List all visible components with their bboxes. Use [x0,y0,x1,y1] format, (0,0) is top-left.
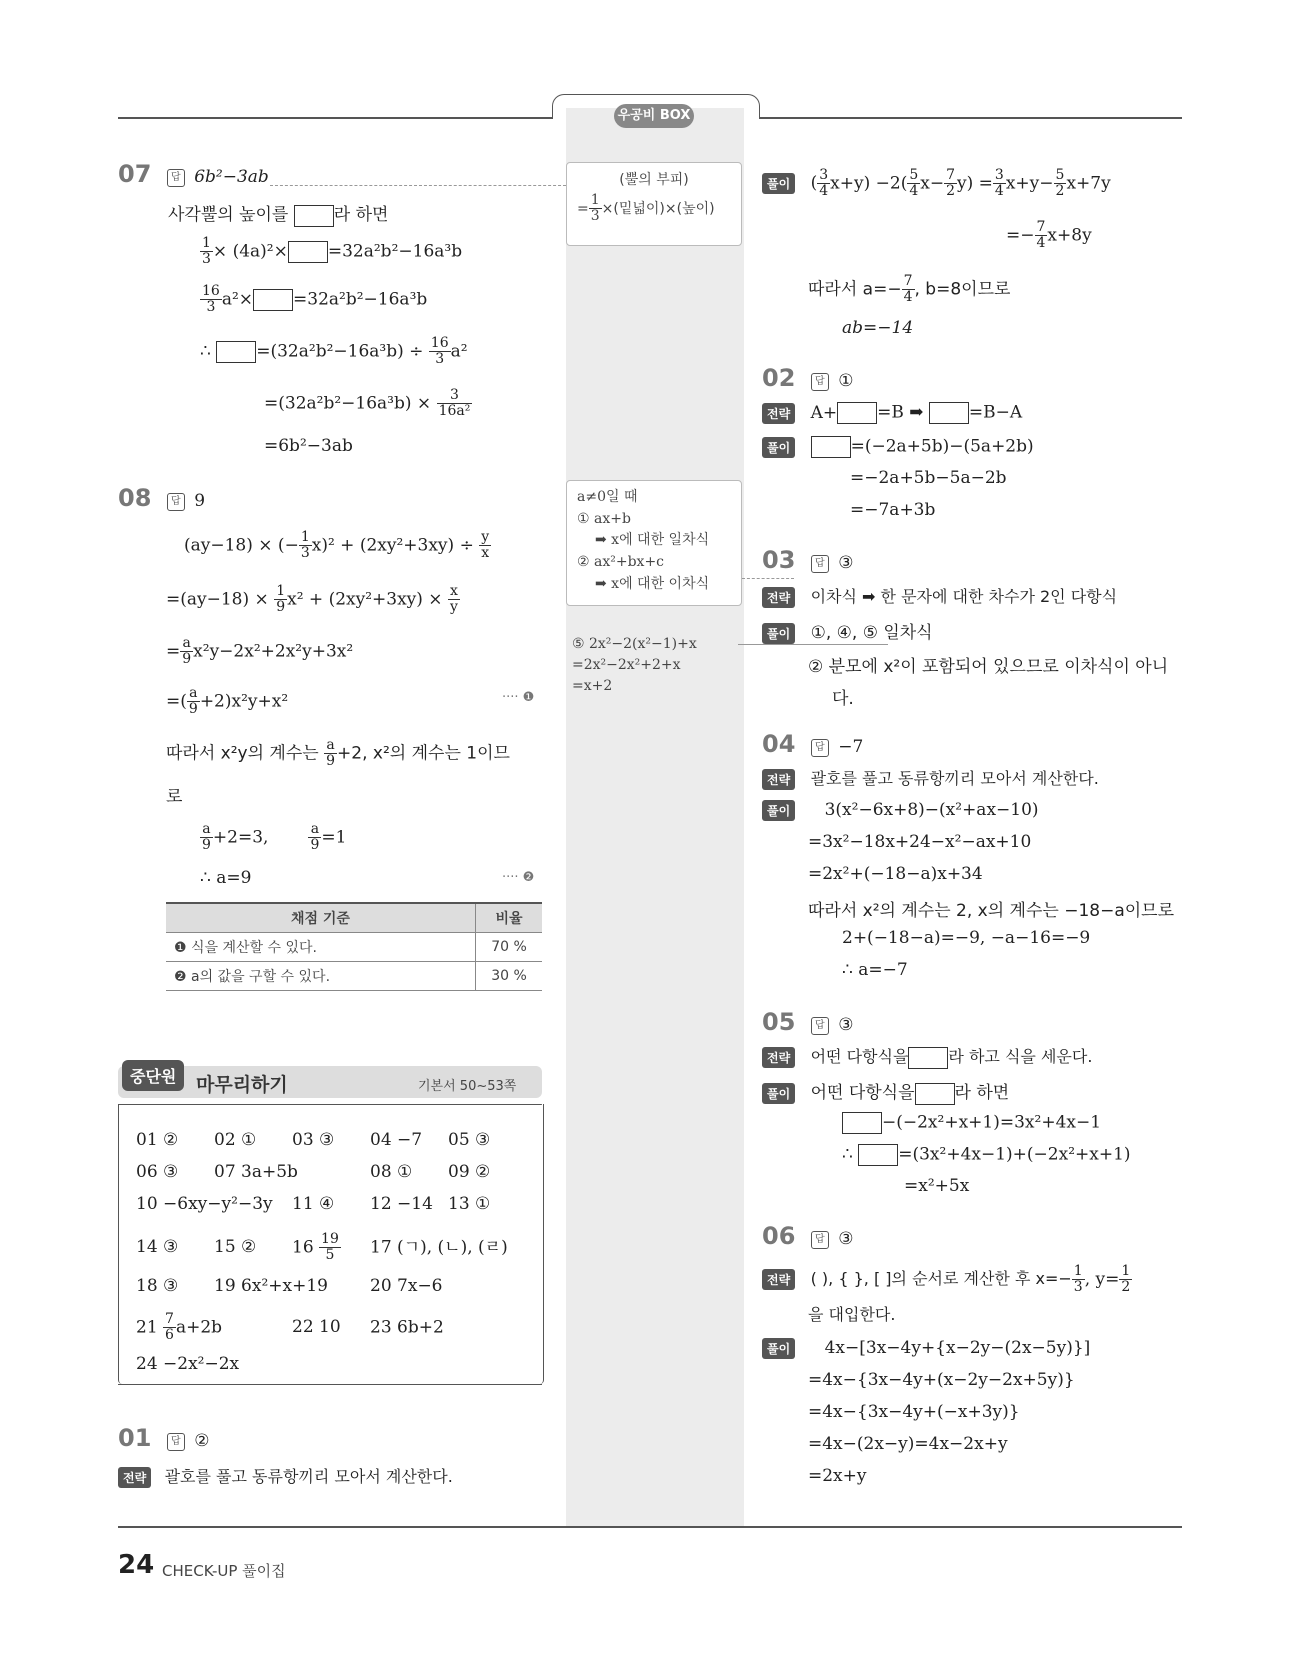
solution-badge: 풀이 [762,437,795,458]
question-number: 04 [762,730,796,758]
question-number: 03 [762,546,796,574]
answer-value: ① [838,371,854,391]
q08-line1: (ay−18) × (− $\frac{1}{3}$ x)² + (2xy²+3xy) ÷ $\frac{y}{x}$ [184,529,490,562]
question-number: 07 [118,160,152,188]
question-number: 01 [118,1424,152,1452]
blank-box [837,402,877,424]
step-mark-2: ···· ❷ [502,870,535,885]
sidebar-note-q03: ⑤ 2x²−2(x²−1)+x =2x²−2x²+2+x =x+2 [572,636,697,694]
strategy-badge: 전략 [762,1269,795,1290]
grading-row-1-ratio: 70 % [476,933,543,962]
grading-row-1-criteria: ❶ 식을 계산할 수 있다. [166,933,476,962]
q02-solution-line3: =−7a+3b [850,500,936,520]
q03-strategy: 전략 이차식 ➡ 한 문자에 대한 차수가 2인 다항식 [762,584,1117,608]
midterm-box-bottom [118,1384,542,1385]
q06-solution-line2: =4x−{3x−4y+(x−2y−2x+5y)} [808,1370,1075,1390]
q05-solution-line2: −(−2x²+x+1)=3x²+4x−1 [842,1112,1101,1134]
blank-box [288,241,328,263]
q07-line2: $\frac{1}{3}$ × (4a)²× =32a²b²−16a³b [202,235,463,268]
q05-solution-line3: ∴ =(3x²+4x−1)+(−2x²+x+1) [842,1144,1131,1165]
q02-solution-line1: 풀이 =(−2a+5b)−(5a+2b) [762,436,1034,458]
q08-line6: 로 [166,787,183,807]
dashed-connector [270,185,566,186]
sol01-line4: ab=−14 [842,318,914,338]
answer-value: ③ [838,1015,854,1035]
blank-box [811,436,851,458]
midterm-row-6: 21 $\frac{7}{6}$ a+2b 22 10 23 6b+2 [136,1311,444,1344]
header-rule-left [118,117,554,119]
strategy-badge: 전략 [118,1467,151,1488]
strategy-badge: 전략 [762,587,795,608]
sol01-line2: =− $\frac{7}{4}$ x+8y [1006,219,1092,252]
solution-badge: 풀이 [762,173,795,194]
q04-solution-line3: =2x²+(−18−a)x+34 [808,864,983,884]
midterm-box-top [118,1104,542,1105]
solid-connector [738,644,888,645]
midterm-row-4: 14 ③ 15 ② 16 $\frac{19}{5}$ 17 (ㄱ), (ㄴ), (ㄹ) [136,1231,508,1264]
q07-line6: =6b²−3ab [264,436,353,456]
answer-value: 6b²−3ab [194,167,269,187]
answer-value: ③ [838,553,854,573]
question-number: 06 [762,1222,796,1250]
answer-value: −7 [838,737,864,757]
q08-line2: =(ay−18) × $\frac{1}{9}$ x² + (2xy²+3xy) × $\frac{x}{y}$ [166,583,458,616]
q06-solution-line3: =4x−{3x−4y+(−x+3y)} [808,1402,1020,1422]
header-box-label: 우공비 BOX [614,104,694,128]
q08-line4: =( $\frac{a}{9}$ +2)x²y+x² [166,685,289,718]
footer-rule [118,1526,1182,1528]
midterm-row-3: 10 −6xy−y²−3y 11 ④ 12 −14 13 ① [136,1194,491,1214]
q04-solution-line1: 풀이 3(x²−6x+8)−(x²+ax−10) [762,800,1039,821]
blank-box [253,289,293,311]
q02-strategy: 전략 A+ =B ➡ =B−A [762,402,1022,424]
header-rule-right [756,117,1182,119]
q06-strategy: 전략 ( ), { }, [ ]의 순서로 계산한 후 x=− $\frac{1}{3}$ , y= $\frac{1}{2}$ [762,1264,1132,1296]
blank-box [858,1144,898,1166]
q04-solution-line5: 2+(−18−a)=−9, −a−16=−9 [842,928,1091,948]
q03-header [762,546,853,574]
q03-solution-line2: ② 분모에 x²이 포함되어 있으므로 이차식이 아니 [808,657,1169,677]
q06-solution-line5: =2x+y [808,1466,867,1486]
midterm-row-5: 18 ③ 19 6x²+x+19 20 7x−6 [136,1276,443,1296]
q05-solution-line4: =x²+5x [904,1176,970,1196]
blank-box [929,402,969,424]
strategy-badge: 전략 [762,769,795,790]
blank-box [908,1047,948,1069]
q08-line8: ∴ a=9 [200,868,252,888]
question-number: 08 [118,484,152,512]
sidebar-column [566,108,744,1526]
solution-badge: 풀이 [762,800,795,821]
solution-badge: 풀이 [762,1083,795,1104]
answer-icon: 답 [811,555,829,573]
q06-solution-line4: =4x−(2x−y)=4x−2x+y [808,1434,1008,1454]
q07-line3: $\frac{16}{3}$ a²× =32a²b²−16a³b [202,283,428,316]
q07-line4: ∴ =(32a²b²−16a³b) ÷ $\frac{16}{3}$ a² [200,335,468,368]
grading-header-criteria: 채점 기준 [166,903,476,933]
blank-box [842,1112,882,1134]
q03-solution-line1: 풀이 ①, ④, ⑤ 일차식 [762,618,933,644]
q08-line5: 따라서 x²y의 계수는 $\frac{a}{9}$ +2, x²의 계수는 1이므 [166,737,510,770]
page-number: 24 [118,1550,155,1580]
q04-solution-line2: =3x²−18x+24−x²−ax+10 [808,832,1032,852]
midterm-title: 마무리하기 [196,1074,288,1096]
sol01-line3: 따라서 a=− $\frac{7}{4}$ , b=8이므로 [808,273,1011,306]
grading-header-ratio: 비율 [476,903,543,933]
q08-line3: = $\frac{a}{9}$ x²y−2x²+2x²y+3x² [166,635,354,668]
q03-solution-line3: 다. [832,689,854,709]
sidebar-note-volume: (뿔의 부피) = $\frac{1}{3}$ ×(밑넓이)×(높이) [566,162,742,246]
answer-icon: 답 [811,1231,829,1249]
grading-row-2-criteria: ❷ a의 값을 구할 수 있다. [166,962,476,991]
q04-header [762,730,863,758]
strategy-badge: 전략 [762,403,795,424]
sol01-line1: 풀이 ( $\frac{3}{4}$ x+y) −2( $\frac{5}{4}$ x− $\frac{7}{2}$ y) = $\frac{3}{4}$ x+y− $\frac{5}{2}$ x+7y [762,168,1111,200]
solution-badge: 풀이 [762,1338,795,1359]
strategy-badge: 전략 [762,1047,795,1068]
answer-value: ② [194,1431,210,1451]
q01-strategy: 전략 괄호를 풀고 동류항끼리 모아서 계산한다. [118,1464,453,1488]
blank-box [294,205,334,227]
q07-header [118,160,269,188]
midterm-ref: 기본서 50~53쪽 [418,1079,517,1094]
answer-icon: 답 [167,1433,185,1451]
q04-solution-line6: ∴ a=−7 [842,960,908,980]
blank-box [216,341,256,363]
midterm-row-1: 01 ② 02 ① 03 ③ 04 −7 05 ③ [136,1130,491,1150]
answer-icon: 답 [167,169,185,187]
blank-box [915,1083,955,1105]
grading-row-2-ratio: 30 % [476,962,543,991]
q02-header [762,364,853,392]
grading-table [166,902,542,991]
answer-icon: 답 [811,373,829,391]
q05-header [762,1008,853,1036]
dashed-connector [742,578,794,579]
midterm-tag: 중단원 [122,1060,184,1091]
sidebar-note-polynomial: a≠0일 때 ① ax+b ➡ x에 대한 일차식 ② ax²+bx+c ➡ x에 대한 이차식 [566,480,742,606]
book-title: CHECK-UP 풀이집 [162,1562,286,1580]
midterm-row-7: 24 −2x²−2x [136,1354,240,1374]
q06-header [762,1222,853,1250]
q08-line7: $\frac{a}{9}$ +2=3, $\frac{a}{9}$ =1 [202,821,347,854]
q05-solution-line1: 풀이 어떤 다항식을 라 하면 [762,1078,1009,1105]
q06-strategy-line2: 을 대입한다. [808,1305,896,1324]
question-number: 02 [762,364,796,392]
q04-solution-line4: 따라서 x²의 계수는 2, x의 계수는 −18−a이므로 [808,901,1175,921]
midterm-row-2: 06 ③ 07 3a+5b 08 ① 09 ② [136,1162,491,1182]
q02-solution-line2: =−2a+5b−5a−2b [850,468,1007,488]
answer-icon: 답 [811,1017,829,1035]
q05-strategy: 전략 어떤 다항식을 라 하고 식을 세운다. [762,1044,1092,1069]
solution-badge: 풀이 [762,623,795,644]
q04-strategy: 전략 괄호를 풀고 동류항끼리 모아서 계산한다. [762,766,1099,790]
answer-icon: 답 [811,739,829,757]
q08-header [118,484,205,512]
q07-line5: =(32a²b²−16a³b) × $\frac{3}{\text{16a²}}$ [264,387,471,420]
q06-solution-line1: 풀이 4x−[3x−4y+{x−2y−(2x−5y)}] [762,1338,1090,1359]
answer-value: 9 [194,491,206,511]
answer-icon: 답 [167,493,185,511]
q07-line1: 사각뿔의 높이를 라 하면 [168,205,389,225]
question-number: 05 [762,1008,796,1036]
step-mark-1: ···· ❶ [502,690,535,705]
q01-header [118,1424,209,1452]
answer-value: ③ [838,1229,854,1249]
